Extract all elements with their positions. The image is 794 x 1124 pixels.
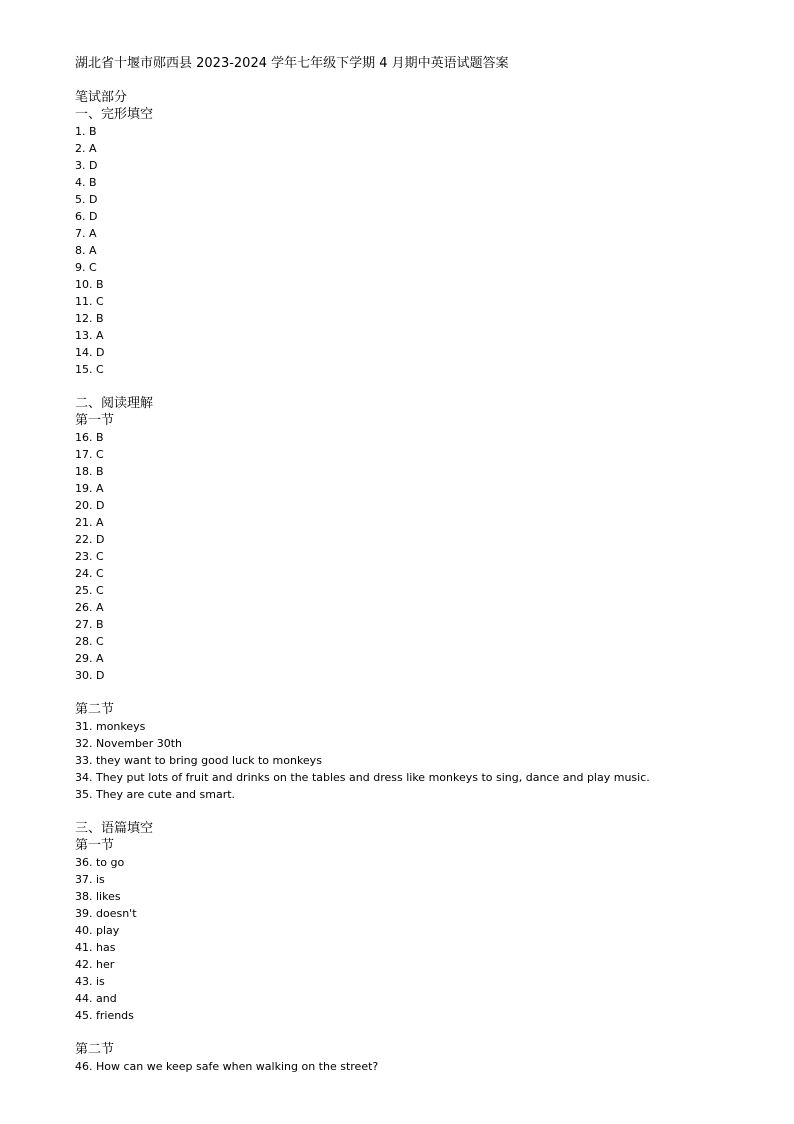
answer-item: 32. November 30th xyxy=(75,737,182,750)
answer-item: 43. is xyxy=(75,975,105,988)
answer-item: 4. B xyxy=(75,176,97,189)
section-heading-reading: 二、阅读理解 xyxy=(75,396,154,411)
sub-heading-part-1: 第一节 xyxy=(75,413,115,428)
answer-item: 8. A xyxy=(75,244,97,257)
answer-item: 18. B xyxy=(75,465,104,478)
answer-item: 37. is xyxy=(75,873,105,886)
answer-item: 2. A xyxy=(75,142,97,155)
section-heading-passage-fill: 三、语篇填空 xyxy=(75,821,154,836)
sub-heading-part-2: 第二节 xyxy=(75,1042,115,1057)
answer-item: 26. A xyxy=(75,601,104,614)
answer-item: 13. A xyxy=(75,329,104,342)
answer-item: 3. D xyxy=(75,159,98,172)
answer-list-cloze xyxy=(75,123,765,378)
spacer xyxy=(75,803,765,820)
section-heading-cloze: 一、完形填空 xyxy=(75,107,154,122)
answer-item: 31. monkeys xyxy=(75,720,146,733)
sub-heading-part-2: 第二节 xyxy=(75,702,115,717)
answer-list-passage-2 xyxy=(75,1058,765,1075)
spacer xyxy=(75,73,765,89)
sub-heading-part-1: 第一节 xyxy=(75,838,115,853)
answer-item: 17. C xyxy=(75,448,104,461)
answer-item: 24. C xyxy=(75,567,104,580)
answer-item: 46. How can we keep safe when walking on the street? xyxy=(75,1060,379,1073)
answer-item: 6. D xyxy=(75,210,98,223)
document-title: 湖北省十堰市郧西县 2023-2024 学年七年级下学期 4 月期中英语试题答案 xyxy=(75,56,509,71)
answer-item: 41. has xyxy=(75,941,116,954)
answer-document xyxy=(75,55,765,1075)
answer-item: 10. B xyxy=(75,278,104,291)
answer-item: 12. B xyxy=(75,312,104,325)
answer-item: 28. C xyxy=(75,635,104,648)
answer-item: 19. A xyxy=(75,482,104,495)
answer-item: 22. D xyxy=(75,533,105,546)
answer-item: 5. D xyxy=(75,193,98,206)
answer-item: 25. C xyxy=(75,584,104,597)
answer-list-reading-1 xyxy=(75,429,765,684)
answer-item: 20. D xyxy=(75,499,105,512)
written-part-label: 笔试部分 xyxy=(75,90,128,105)
answer-list-passage-1 xyxy=(75,854,765,1024)
spacer xyxy=(75,378,765,395)
spacer xyxy=(75,1024,765,1041)
answer-item: 39. doesn't xyxy=(75,907,137,920)
answer-item: 16. B xyxy=(75,431,104,444)
answer-item: 33. they want to bring good luck to monkeys xyxy=(75,754,322,767)
answer-item: 15. C xyxy=(75,363,104,376)
answer-item: 45. friends xyxy=(75,1009,134,1022)
answer-item: 30. D xyxy=(75,669,105,682)
answer-item: 9. C xyxy=(75,261,97,274)
answer-item: 27. B xyxy=(75,618,104,631)
answer-item: 29. A xyxy=(75,652,104,665)
answer-item: 38. likes xyxy=(75,890,121,903)
spacer xyxy=(75,684,765,701)
answer-item: 7. A xyxy=(75,227,97,240)
answer-item: 23. C xyxy=(75,550,104,563)
answer-list-reading-2 xyxy=(75,718,765,803)
answer-item: 34. They put lots of fruit and drinks on the tables and dress like monkeys to sing, dance and play music. xyxy=(75,771,650,784)
answer-item: 44. and xyxy=(75,992,117,1005)
answer-item: 40. play xyxy=(75,924,120,937)
answer-item: 21. A xyxy=(75,516,104,529)
answer-item: 42. her xyxy=(75,958,115,971)
answer-item: 14. D xyxy=(75,346,105,359)
answer-item: 11. C xyxy=(75,295,104,308)
answer-item: 1. B xyxy=(75,125,97,138)
answer-item: 35. They are cute and smart. xyxy=(75,788,236,801)
answer-item: 36. to go xyxy=(75,856,125,869)
